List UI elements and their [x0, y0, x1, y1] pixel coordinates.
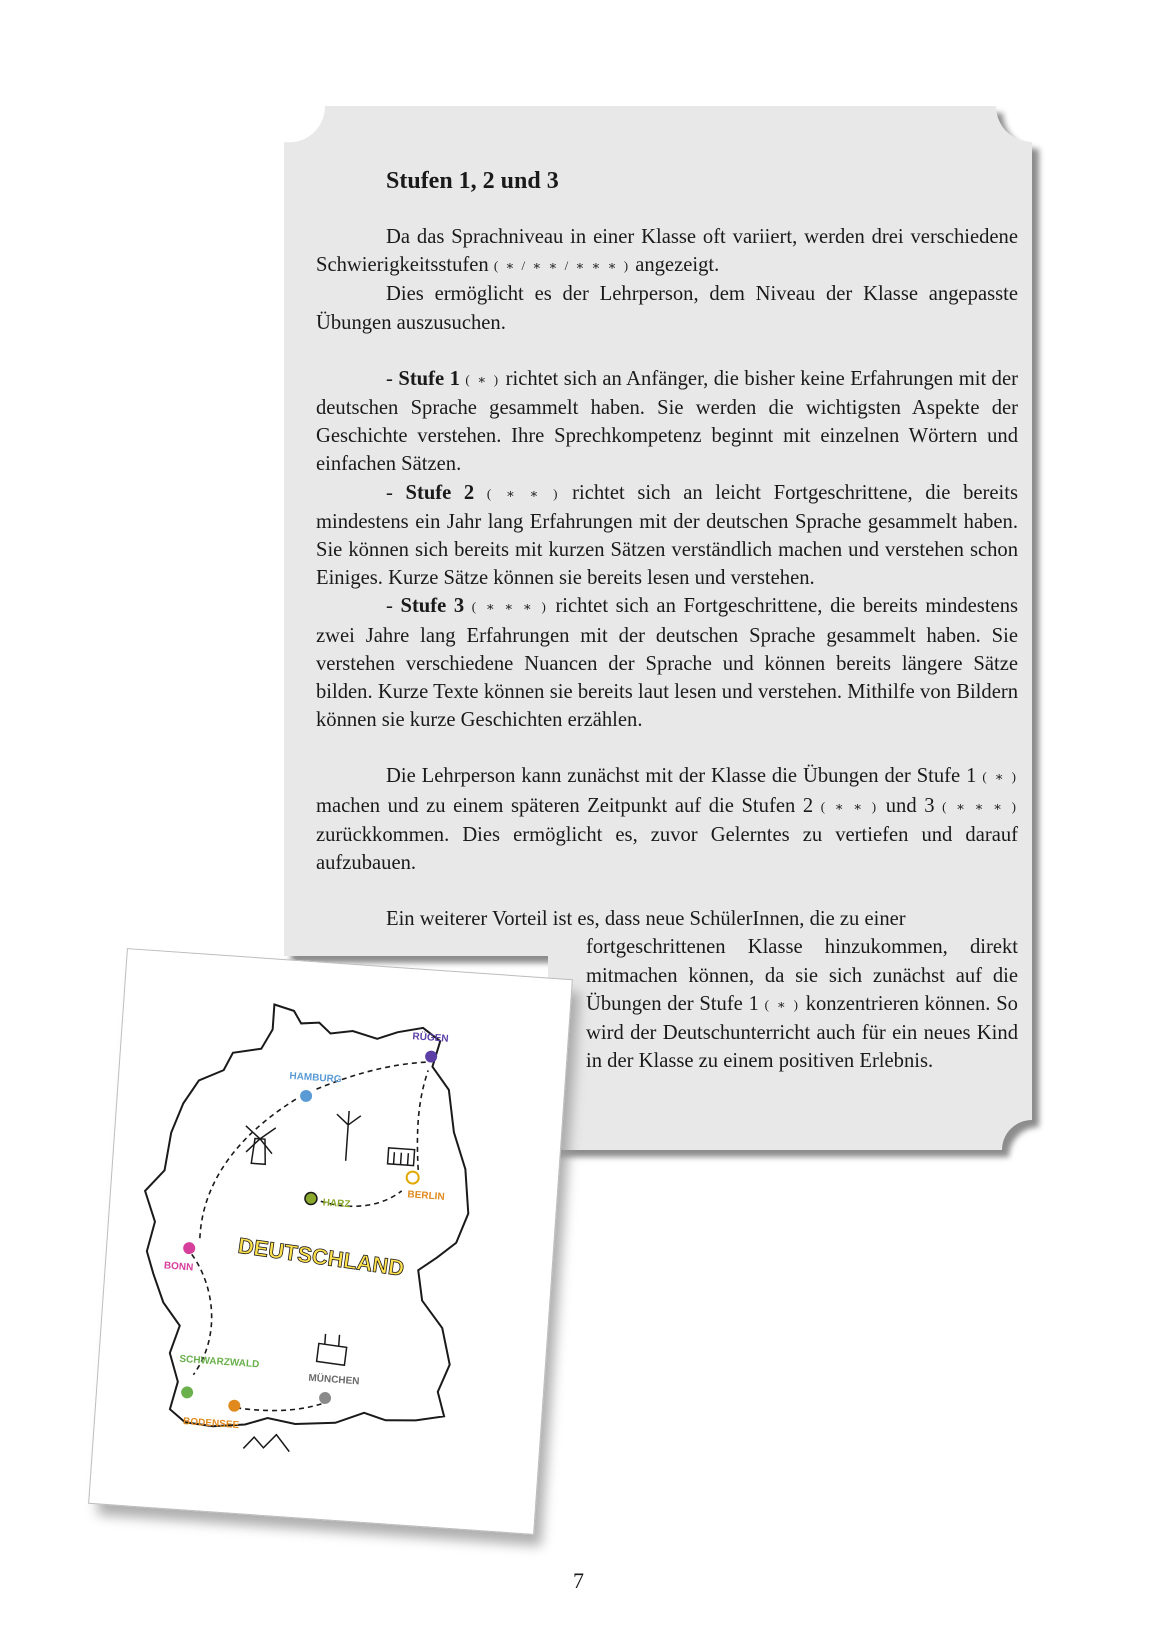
section-heading: Stufen 1, 2 und 3: [386, 168, 559, 194]
sequence-stars-3: ( ∗ ∗ ∗ ): [942, 798, 1019, 814]
sequence-text-c: und 3: [885, 794, 935, 817]
level-1-text: richtet sich an Anfänger, die bisher keine Erfahrungen mit der deutschen Sprache gesammelt haben. Sie werden die wichtigsten Aspekte der Geschichte verstehen. Ihre Sprechkompetenz beginnt mit einzelnen Wörtern und einfachen Sätzen.: [316, 367, 1018, 476]
route-berlin-ruegen: [415, 1070, 428, 1170]
map-title: DEUTSCHLAND: [236, 1232, 406, 1281]
intro-paragraph: [316, 223, 1018, 280]
level-2-dash: -: [386, 481, 406, 504]
svg-text:RÜGEN: RÜGEN: [412, 1031, 449, 1045]
intro-end: angezeigt.: [635, 254, 720, 277]
svg-text:BODENSEE: BODENSEE: [182, 1416, 240, 1432]
route-hamburg-bonn: [200, 1093, 296, 1246]
sequence-stars-1: ( ∗ ): [982, 769, 1018, 785]
svg-text:MÜNCHEN: MÜNCHEN: [308, 1372, 360, 1388]
level-2-label: Stufe 2: [405, 481, 475, 504]
level-3-paragraph: [316, 592, 1018, 734]
page-number: 7: [573, 1568, 584, 1593]
level-1-paragraph: [316, 365, 1018, 479]
intro-paragraph-2: Dies ermöglicht es der Lehrperson, dem Niveau der Klasse angepasste Übungen auszusuchen.: [316, 283, 1018, 334]
windmill-icon: [243, 1126, 276, 1165]
advantage-text-a: fortgeschrittenen Klasse hinzukommen, direkt mitmachen können, da sie sich zunächst auf die Übungen der Stufe 1: [586, 936, 1018, 1015]
sequence-stars-2: ( ∗ ∗ ): [820, 798, 879, 814]
city-berlin: [405, 1171, 446, 1203]
sequence-text-b: machen und zu einem späteren Zeitpunkt auf die Stufen 2: [316, 794, 814, 817]
city-bonn: [164, 1240, 196, 1273]
level-2-stars: ( ∗ ∗ ): [486, 485, 560, 501]
level-2-text: richtet sich an leicht Fortgeschrittene, die bereits mindestens ein Jahr lang Erfahrungen mit der deutschen Sprache gesammelt haben. Sie können sich bereits mit kurzen Sätzen verständlich machen und verstehen schon Einiges. Kurze Sätze können sie bereits lesen und verstehen.: [316, 481, 1018, 590]
svg-text:HARZ: HARZ: [322, 1197, 351, 1211]
brandenburg-gate-icon: [388, 1148, 415, 1166]
mountains-icon: [243, 1432, 290, 1451]
city-bodensee: [183, 1396, 241, 1431]
level-3-text: richtet sich an Fortgeschrittene, die bereits mindestens zwei Jahre lang Erfahrungen mit der deutschen Sprache gesammelt haben. Sie verstehen verschiedene Nuancen der Sprache und können bereits längere Sätze bilden. Kurze Texte können sie bereits laut lesen und verstehen. Mithilfe von Bildern können sie kurze Geschichten erzählen.: [316, 595, 1018, 732]
level-1-label: Stufe 1: [398, 367, 460, 390]
city-muenchen: [307, 1371, 360, 1406]
sequence-text-d: zurückkommen. Dies ermöglicht es, zuvor Gelerntes zu vertiefen und darauf aufzubauen.: [316, 823, 1018, 875]
svg-text:BONN: BONN: [163, 1260, 194, 1274]
text-panel: [316, 166, 1018, 1075]
city-schwarzwald: [177, 1354, 260, 1403]
advantage-text-b: konzentrieren können. So wird der Deutschunterricht auch für ein neues Kind in der Klasse zu einem positiven Erlebnis.: [586, 992, 1018, 1073]
sequence-text-a: Die Lehrperson kann zunächst mit der Klasse die Übungen der Stufe 1: [386, 765, 977, 788]
level-3-label: Stufe 3: [400, 595, 465, 618]
germany-outline: [129, 996, 482, 1443]
route-bodensee-muenchen: [236, 1398, 322, 1415]
level-3-dash: -: [386, 595, 401, 618]
level-2-paragraph: [316, 479, 1018, 593]
intro-text: Da das Sprachniveau in einer Klasse oft variiert, werden drei verschiedene Schwierigkeitsstufen: [316, 226, 1018, 277]
germany-map-illustration: [89, 949, 572, 1534]
city-ruegen: [411, 1029, 449, 1063]
svg-text:HAMBURG: HAMBURG: [289, 1070, 342, 1086]
level-1-dash: -: [386, 367, 399, 390]
svg-text:SCHWARZWALD: SCHWARZWALD: [179, 1353, 260, 1371]
level-1-stars: ( ∗ ): [465, 371, 501, 387]
svg-text:BERLIN: BERLIN: [407, 1189, 445, 1203]
advantage-paragraph-line1: Ein weiterer Vorteil ist es, dass neue SchülerInnen, die zu einer: [386, 908, 906, 931]
advantage-stars: ( ∗ ): [764, 996, 800, 1012]
difficulty-stars: ( ∗ / ∗ ∗ / ∗ ∗ ∗ ): [493, 258, 631, 274]
wind-turbine-icon: [334, 1110, 361, 1162]
city-harz: [304, 1192, 351, 1210]
sequence-paragraph: [316, 762, 1018, 877]
germany-map-card: [88, 948, 573, 1535]
level-3-stars: ( ∗ ∗ ∗ ): [471, 599, 548, 615]
castle-icon: [316, 1333, 347, 1365]
advantage-paragraph-rest: [586, 933, 1018, 1075]
city-hamburg: [288, 1071, 342, 1105]
